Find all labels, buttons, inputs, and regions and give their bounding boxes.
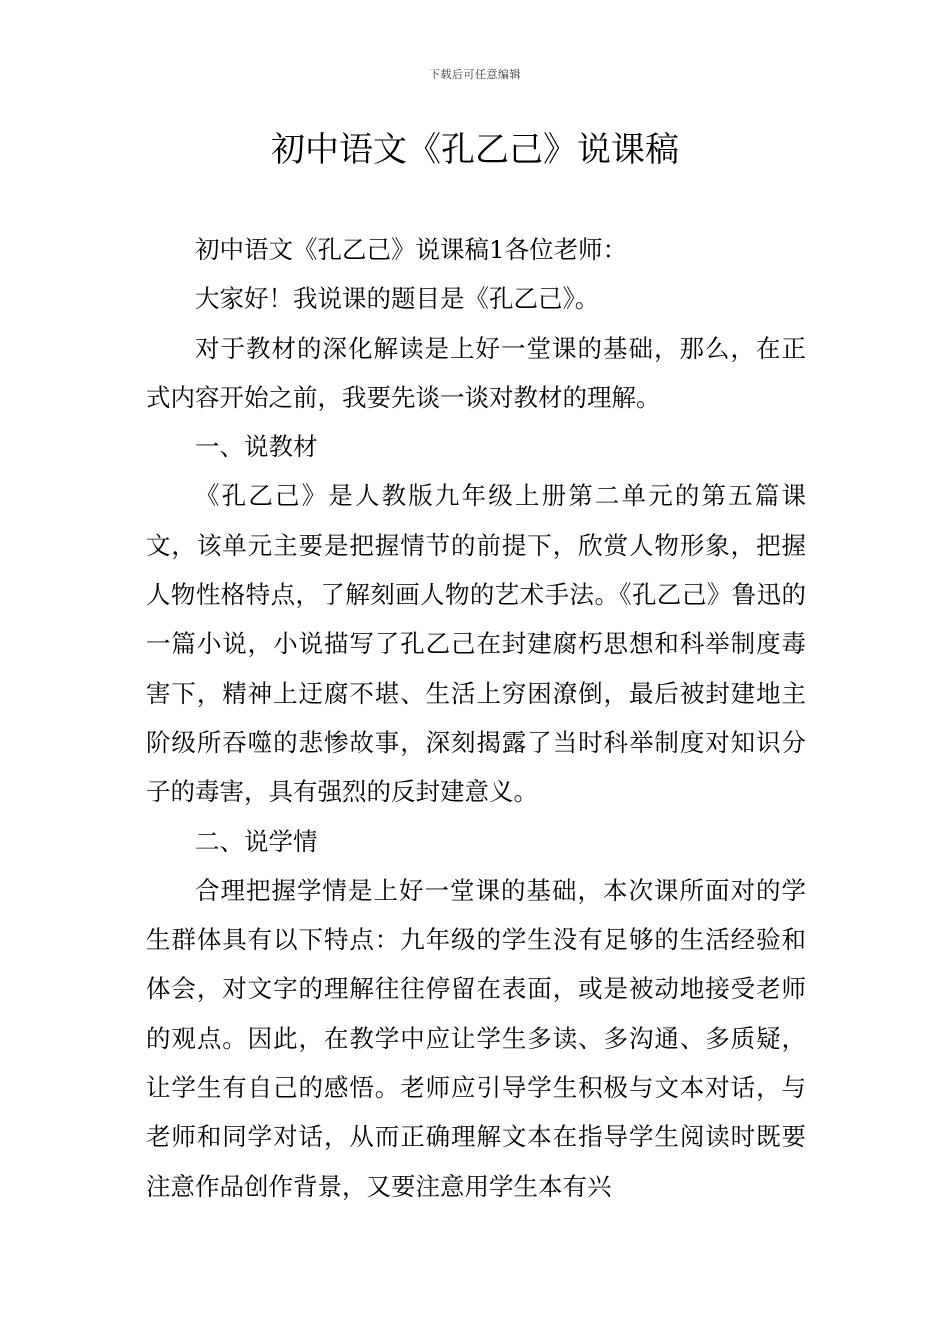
header-note: 下载后可任意编辑 <box>429 68 521 81</box>
section-heading-textbook: 一、说教材 <box>195 432 318 462</box>
document-body <box>146 225 806 1211</box>
paragraph-greeting: 初中语文《孔乙己》说课稿1各位老师： <box>195 235 628 264</box>
paragraph-students-analysis: 合理把握学情是上好一堂课的基础，本次课所面对的学生群体具有以下特点：九年级的学生没有足够的生活经验和体会，对文字的理解往往停留在表面，或是被动地接受老师的观点。因此，在教学中应让学生多读、多沟通、多质疑，让学生有自己的感悟。老师应引导学生积极与文本对话，与老师和同学对话，从而正确理解文本在指导学生阅读时既要注意作品创作背景，又要注意用学生本有兴 <box>146 875 806 1201</box>
section-heading-students: 二、说学情 <box>195 826 318 856</box>
paragraph-textbook-understanding: 对于教材的深化解读是上好一堂课的基础，那么，在正式内容开始之前，我要先谈一谈对教材的理解。 <box>146 333 806 412</box>
paragraph-intro: 大家好！我说课的题目是《孔乙己》。 <box>195 284 600 314</box>
document-title: 初中语文《孔乙己》说课稿 <box>271 130 679 170</box>
paragraph-textbook-analysis: 《孔乙己》是人教版九年级上册第二单元的第五篇课文，该单元主要是把握情节的前提下，欣赏人物形象，把握人物性格特点，了解刻画人物的艺术手法。《孔乙己》鲁迅的一篇小说，小说描写了孔乙己在封建腐朽思想和科举制度毒害下，精神上迂腐不堪、生活上穷困潦倒，最后被封建地主阶级所吞噬的悲惨故事，深刻揭露了当时科举制度对知识分子的毒害，具有强烈的反封建意义。 <box>146 481 806 807</box>
